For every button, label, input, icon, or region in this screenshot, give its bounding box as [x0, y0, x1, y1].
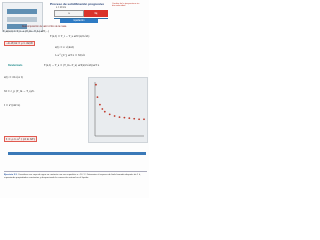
equation-5: λ e^{λ²} erf λ = St/√π [55, 54, 86, 57]
equation-9: St = c_p (T_m − T_s)/L [4, 90, 35, 93]
equation-7: T(x,t) − T_s = (T_m−T_s) erf(x/2√αt)/erf λ [44, 64, 100, 67]
decay-plot [88, 77, 148, 143]
equation-10: t = s²/(4λ²α) [4, 104, 21, 107]
decay-plot-svg [89, 78, 147, 142]
scale-label: L = 10 cm [56, 7, 67, 9]
equation-1: T_s(x,t) = T_L + (T_m - T_L) erf(...) [3, 30, 49, 33]
section-label: Renderizado [8, 64, 23, 67]
band-label: liquidación [60, 19, 98, 23]
data-point [95, 84, 97, 86]
equation-4: s(t) = λ √(4αt) [55, 46, 74, 49]
data-point [128, 117, 130, 119]
data-point [138, 118, 140, 120]
liquid-region: liq [84, 10, 108, 17]
data-point [101, 108, 103, 110]
divider-stripe [8, 152, 146, 155]
data-point [133, 118, 135, 120]
exercise-body: Considere una capa de agua en contacto con una superficie a −10 °C. Determine el espesor de hielo formado después de 1 h, suponiendo propiedades constantes y despreciando la convección natural en el líquido. [4, 174, 141, 179]
data-point [119, 116, 121, 118]
data-point [97, 96, 99, 98]
document-page [0, 0, 149, 198]
data-point [104, 111, 106, 113]
data-point [143, 118, 145, 120]
subtitle: Descomposición de valor crítico de la masa [22, 26, 67, 28]
data-point [124, 117, 126, 119]
solid-region: s [54, 10, 84, 17]
equation-8: s(t) = 2λ√(α t) [4, 76, 23, 79]
data-point [109, 114, 111, 116]
diagram-bar [7, 17, 37, 22]
equation-final: t = ρ L s² / (2 k ΔT) [6, 137, 36, 141]
exercise-head: Ejercicio 2.3. [4, 174, 18, 176]
data-point [99, 104, 101, 106]
data-point [114, 115, 116, 117]
equation-3: −k ∂T/∂x = ρ L ds/dt [6, 42, 33, 45]
equation-2: T(x,t) = T_i − T_s erfc(x/2√αt) [50, 35, 90, 38]
side-note: Cambio de la temperatura sin discontinuidad [112, 3, 140, 8]
diagram-bar [7, 9, 37, 14]
section-title: Proceso de solidificación progresivo [50, 2, 105, 6]
exercise-text [4, 174, 147, 180]
